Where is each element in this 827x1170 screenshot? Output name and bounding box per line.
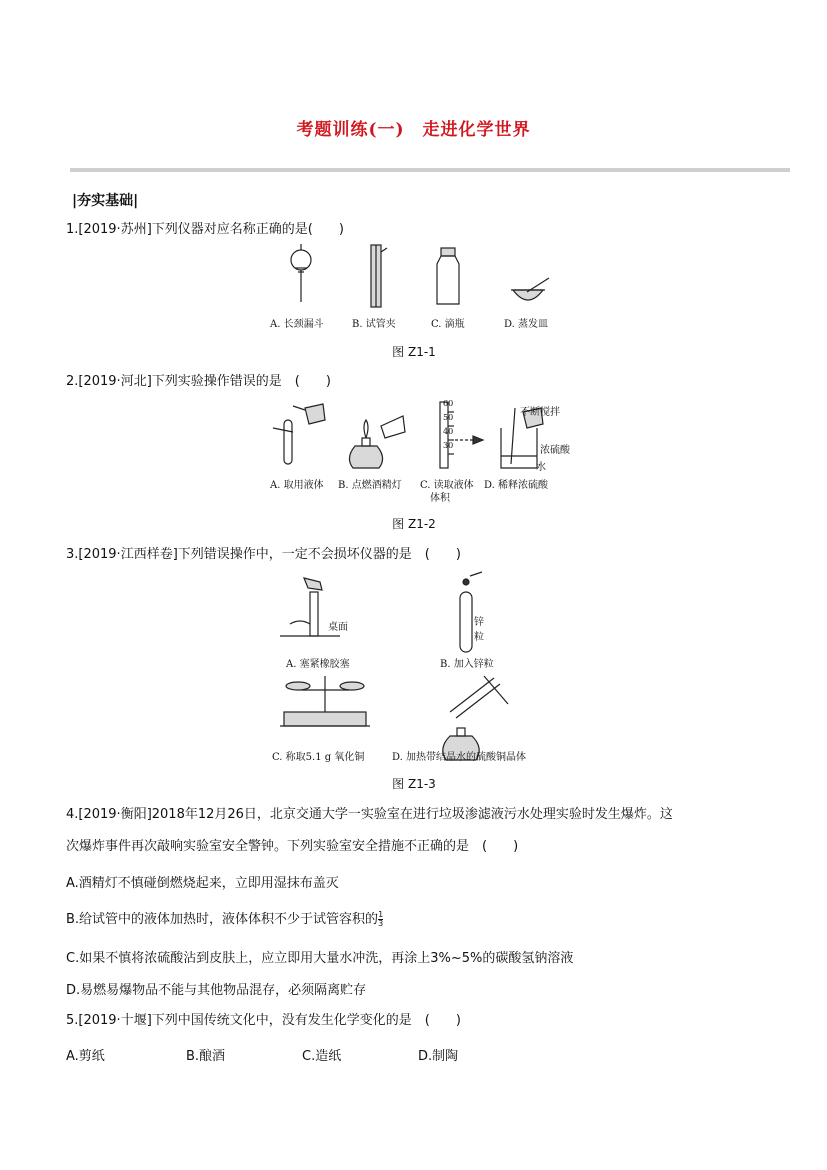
q4-option-d: D.易燃易爆物品不能与其他物品混存，必须隔离贮存 bbox=[66, 983, 367, 998]
q2-label-c: C. 读取液体 bbox=[420, 480, 474, 491]
q2-stem: 2.[2019·河北]下列实验操作错误的是 ( ) bbox=[66, 374, 331, 389]
q5-option-d: D.制陶 bbox=[418, 1049, 459, 1064]
q5-option-c: C.造纸 bbox=[302, 1049, 342, 1064]
q3-label-d: D. 加热带结晶水的硫酸铜晶体 bbox=[392, 752, 527, 763]
q3-operations-drawing bbox=[270, 572, 560, 772]
q3-label-a: A. 塞紧橡胶塞 bbox=[286, 659, 350, 670]
q4-option-b-text: B.给试管中的液体加热时，液体体积不少于试管容积的 bbox=[66, 912, 379, 927]
q2-label-a: A. 取用液体 bbox=[270, 480, 324, 491]
q2-annot-acid: 浓硫酸 bbox=[540, 445, 570, 456]
q1-figure-caption: 图 Z1-1 bbox=[392, 345, 436, 359]
q5-option-b: B.酿酒 bbox=[186, 1049, 226, 1064]
q3-figure-caption: 图 Z1-3 bbox=[392, 777, 436, 791]
q4-option-a: A.酒精灯不慎碰倒燃烧起来，立即用湿抹布盖灭 bbox=[66, 876, 339, 891]
q4-stem-line1: 4.[2019·衡阳]2018年12月26日，北京交通大学一实验室在进行垃圾渗滤液污水处理实验时发生爆炸。这 bbox=[66, 807, 673, 822]
q2-annot-water: 水 bbox=[536, 462, 546, 473]
q4-option-b-fraction bbox=[378, 911, 383, 928]
q2-figure-caption: 图 Z1-2 bbox=[392, 517, 436, 531]
q2-annot-stir: 不断搅拌 bbox=[520, 407, 560, 418]
q1-label-a: A. 长颈漏斗 bbox=[270, 319, 324, 330]
q1-label-b: B. 试管夹 bbox=[352, 319, 396, 330]
q2-tick-40: 40 bbox=[443, 427, 454, 436]
q4-option-c: C.如果不慎将浓硫酸沾到皮肤上，应立即用大量水冲洗，再涂上3%~5%的碳酸氢钠溶液 bbox=[66, 951, 574, 966]
q1-label-d: D. 蒸发皿 bbox=[504, 319, 549, 330]
q2-label-b: B. 点燃酒精灯 bbox=[338, 480, 402, 491]
q5-stem: 5.[2019·十堰]下列中国传统文化中，没有发生化学变化的是 ( ) bbox=[66, 1013, 461, 1028]
q2-label-c2: 体积 bbox=[430, 493, 450, 504]
q3-figure bbox=[270, 572, 560, 772]
q4-stem-line2: 次爆炸事件再次敲响实验室安全警钟。下列实验室安全措施不正确的是 ( ) bbox=[66, 839, 519, 854]
fraction-denominator: 3 bbox=[378, 919, 384, 928]
q2-label-d: D. 稀释浓硫酸 bbox=[484, 480, 549, 491]
q1-label-c: C. 滴瓶 bbox=[431, 319, 465, 330]
title-divider bbox=[70, 168, 790, 172]
section-heading: |夯实基础| bbox=[72, 193, 139, 209]
q2-tick-30: 30 bbox=[443, 441, 454, 450]
q3-label-c: C. 称取5.1 g 氧化铜 bbox=[272, 752, 365, 763]
page-title: 考题训练(一) 走进化学世界 bbox=[296, 120, 531, 140]
q4-option-b bbox=[66, 908, 383, 928]
q2-tick-60: 60 bbox=[443, 399, 454, 408]
q2-tick-50: 50 bbox=[443, 413, 454, 422]
q3-annot-zinc1: 锌 bbox=[474, 617, 484, 628]
q3-label-b: B. 加入锌粒 bbox=[440, 659, 494, 670]
q5-option-a: A.剪纸 bbox=[66, 1049, 105, 1064]
q3-annot-desk: 桌面 bbox=[328, 622, 348, 633]
q3-stem: 3.[2019·江西样卷]下列错误操作中，一定不会损坏仪器的是 ( ) bbox=[66, 547, 461, 562]
q3-annot-zinc2: 粒 bbox=[474, 632, 484, 643]
fraction-numerator: 1 bbox=[378, 910, 384, 919]
q1-stem: 1.[2019·苏州]下列仪器对应名称正确的是( ) bbox=[66, 222, 344, 237]
